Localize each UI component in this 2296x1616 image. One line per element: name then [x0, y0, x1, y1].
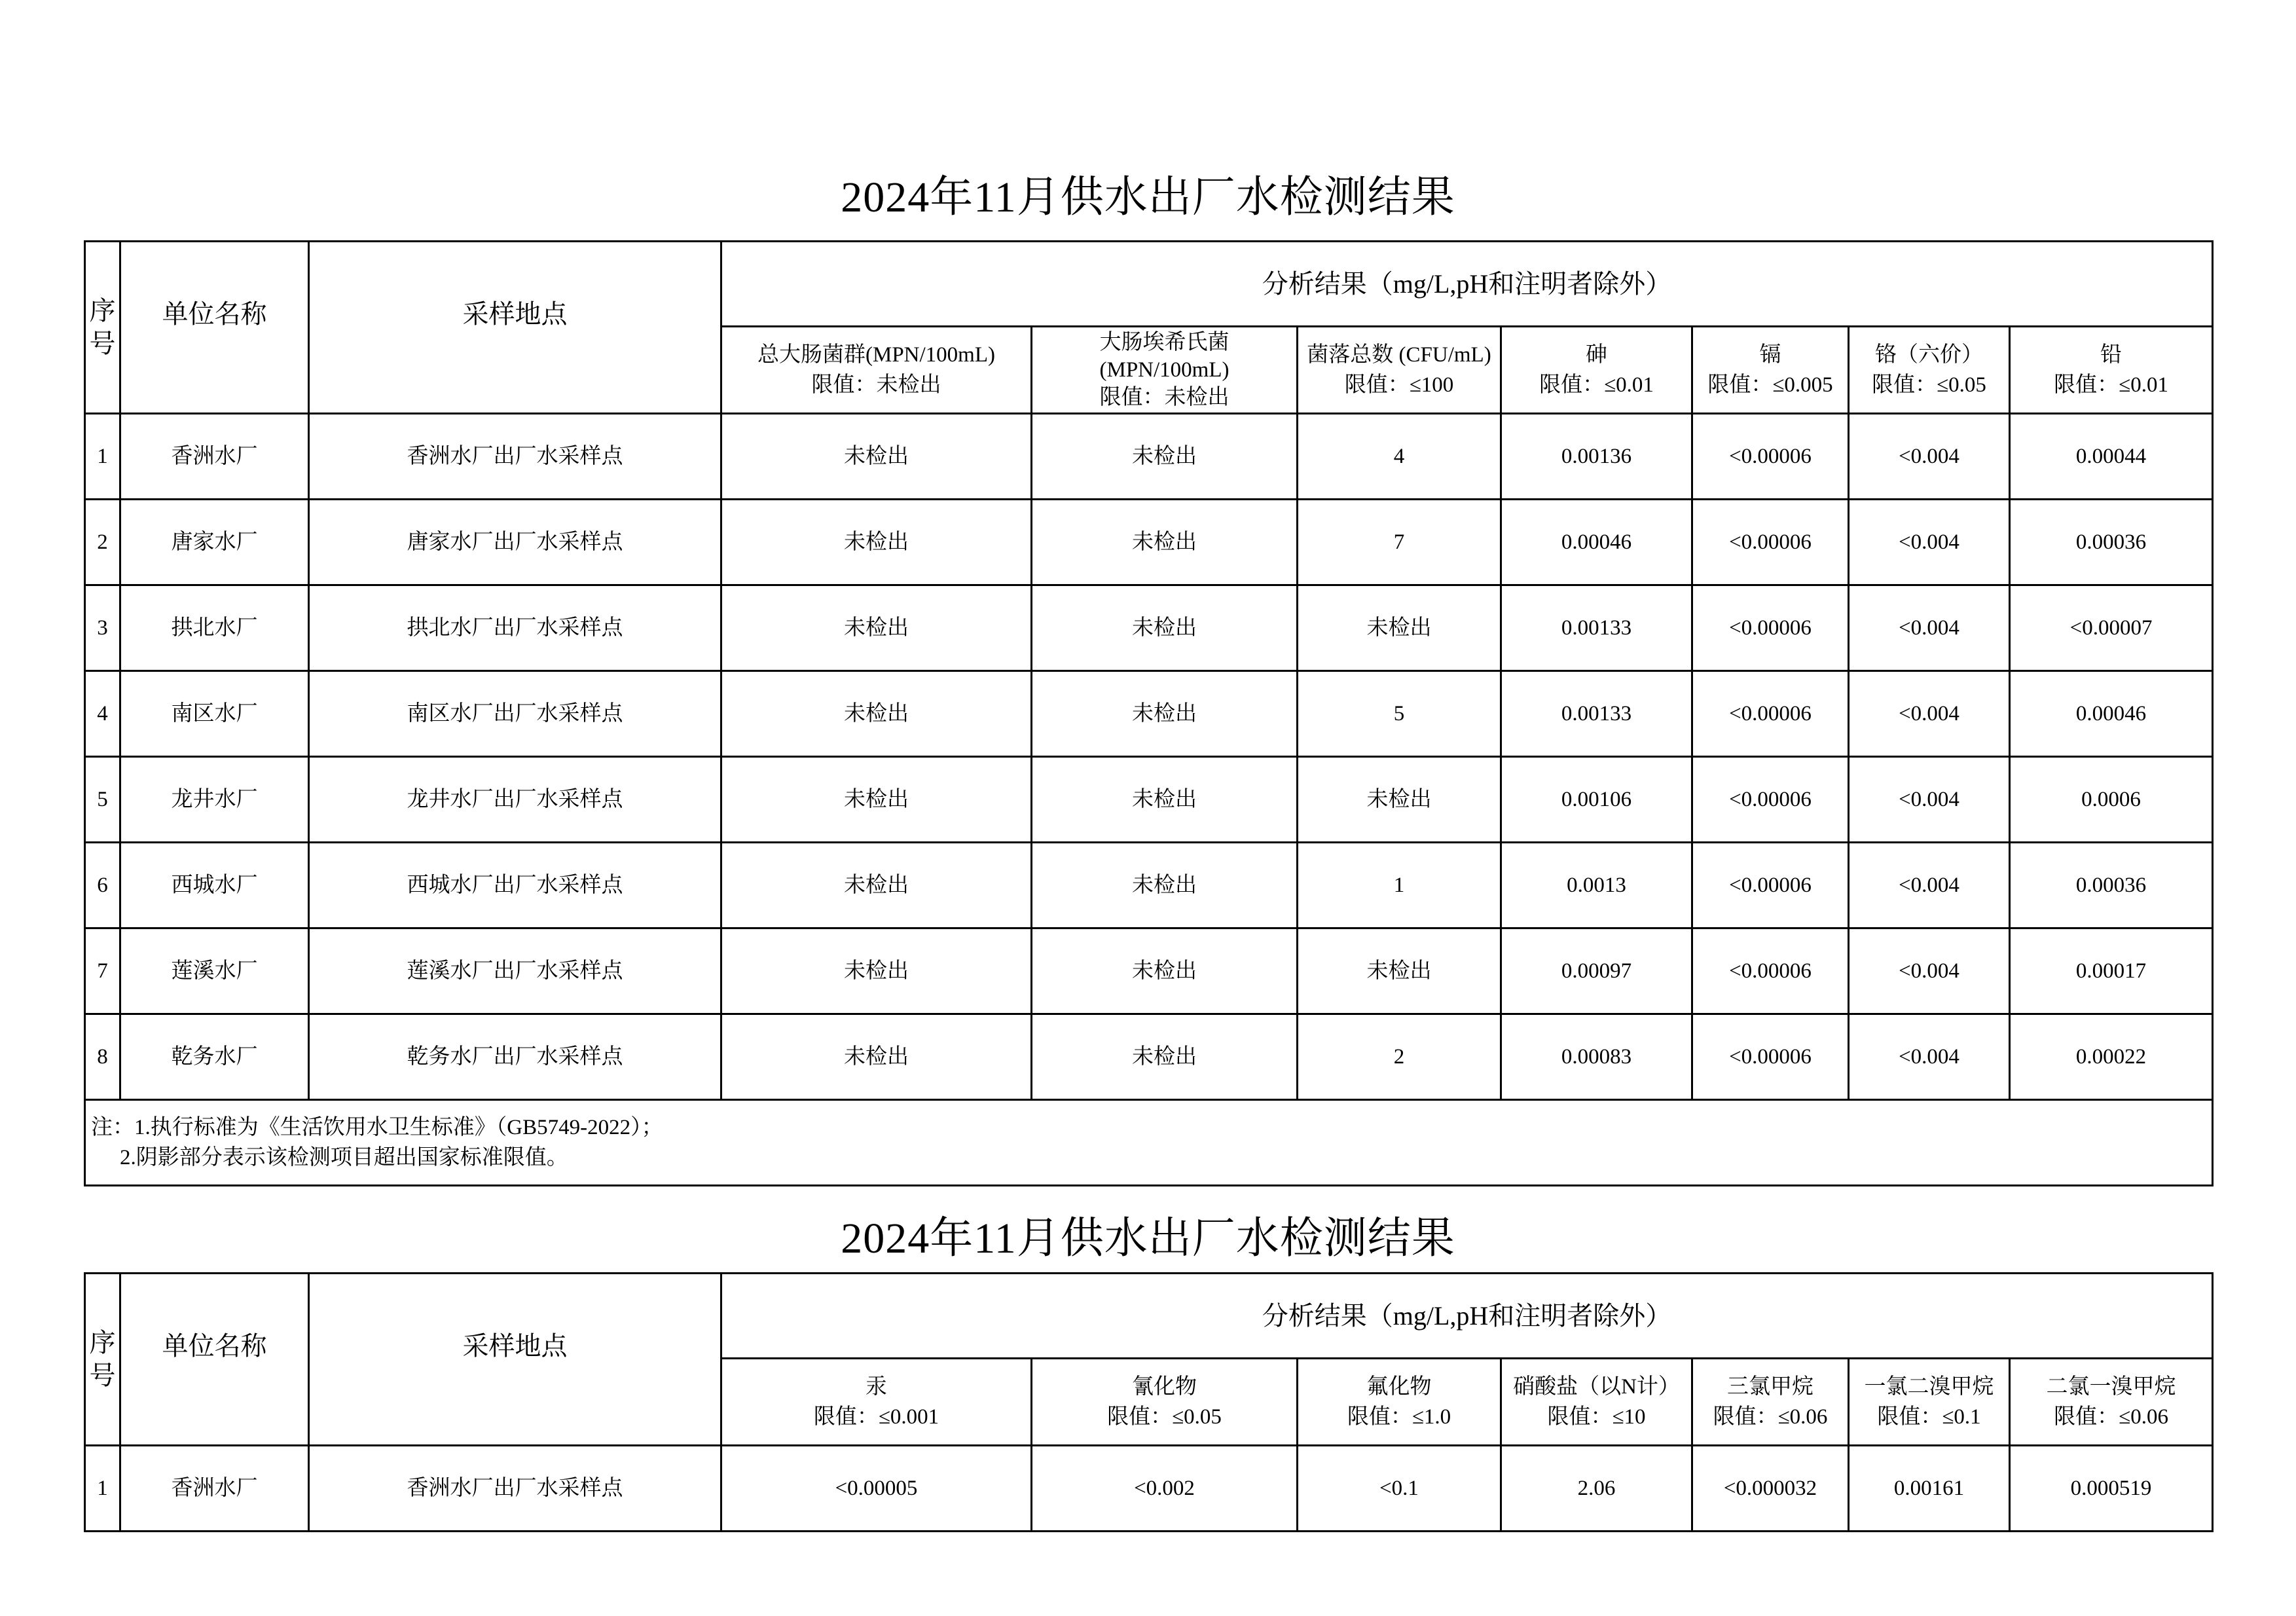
col-header-mercury: 汞 限值：≤0.001	[721, 1359, 1032, 1446]
note-2: 2.阴影部分表示该检测项目超出国家标准限值。	[120, 1146, 568, 1169]
row-sample-site: 龙井水厂出厂水采样点	[309, 757, 721, 843]
row-unit-name: 南区水厂	[120, 671, 309, 757]
row-sample-site: 莲溪水厂出厂水采样点	[309, 928, 721, 1014]
col-header-cadmium: 镉 限值：≤0.005	[1692, 327, 1849, 414]
row-value: 0.0013	[1501, 843, 1692, 928]
seq-header-2: 序 号	[85, 1274, 120, 1446]
row-value: 0.00133	[1501, 585, 1692, 671]
row-value: <0.00006	[1692, 500, 1849, 585]
row-value: 未检出	[721, 671, 1032, 757]
row-value: 未检出	[721, 928, 1032, 1014]
row-value: <0.00007	[2010, 585, 2213, 671]
row-sample-site: 拱北水厂出厂水采样点	[309, 585, 721, 671]
site-header-2: 采样地点	[309, 1274, 721, 1446]
row-value: 未检出	[721, 500, 1032, 585]
row-value: <0.00006	[1692, 414, 1849, 500]
site-header: 采样地点	[309, 242, 721, 414]
row-value: 未检出	[1298, 585, 1501, 671]
row-value: 未检出	[721, 414, 1032, 500]
row-value: 未检出	[1032, 843, 1298, 928]
row-value: <0.002	[1032, 1446, 1298, 1532]
table-row	[85, 1014, 2213, 1100]
results-table-2	[84, 1272, 2214, 1532]
row-seq: 1	[85, 414, 120, 500]
row-value: 0.00036	[2010, 500, 2213, 585]
col-header-arsenic: 砷 限值：≤0.01	[1501, 327, 1692, 414]
col-header-cyanide: 氰化物 限值：≤0.05	[1032, 1359, 1298, 1446]
row-value: 0.00036	[2010, 843, 2213, 928]
row-seq: 3	[85, 585, 120, 671]
row-value: <0.00005	[721, 1446, 1032, 1532]
row-value: <0.004	[1849, 843, 2010, 928]
table-row	[85, 671, 2213, 757]
analysis-header-2: 分析结果（mg/L,pH和注明者除外）	[721, 1274, 2213, 1359]
row-seq: 6	[85, 843, 120, 928]
row-value: <0.00006	[1692, 843, 1849, 928]
row-seq: 7	[85, 928, 120, 1014]
row-sample-site: 西城水厂出厂水采样点	[309, 843, 721, 928]
row-value: 2.06	[1501, 1446, 1692, 1532]
row-value: 0.00046	[1501, 500, 1692, 585]
row-unit-name: 龙井水厂	[120, 757, 309, 843]
row-value: 0.0006	[2010, 757, 2213, 843]
row-seq: 8	[85, 1014, 120, 1100]
table-row	[85, 928, 2213, 1014]
row-unit-name: 莲溪水厂	[120, 928, 309, 1014]
col-header-colony-count: 菌落总数 (CFU/mL) 限值：≤100	[1298, 327, 1501, 414]
row-value: 2	[1298, 1014, 1501, 1100]
table-row	[85, 585, 2213, 671]
row-sample-site: 乾务水厂出厂水采样点	[309, 1014, 721, 1100]
row-value: <0.004	[1849, 757, 2010, 843]
row-unit-name: 西城水厂	[120, 843, 309, 928]
row-value: 未检出	[1032, 671, 1298, 757]
report-title-2: 2024年11月供水出厂水检测结果	[841, 1215, 1455, 1262]
row-value: 未检出	[1298, 928, 1501, 1014]
row-sample-site: 香洲水厂出厂水采样点	[309, 414, 721, 500]
col-header-dichlorobromomethane: 二氯一溴甲烷 限值：≤0.06	[2010, 1359, 2213, 1446]
col-header-lead: 铅 限值：≤0.01	[2010, 327, 2213, 414]
table-row	[85, 843, 2213, 928]
unit-header: 单位名称	[120, 242, 309, 414]
row-value: 0.00017	[2010, 928, 2213, 1014]
row-unit-name: 唐家水厂	[120, 500, 309, 585]
notes	[85, 1100, 2213, 1186]
row-value: 0.00044	[2010, 414, 2213, 500]
row-value: 未检出	[721, 1014, 1032, 1100]
row-seq: 5	[85, 757, 120, 843]
row-unit-name: 拱北水厂	[120, 585, 309, 671]
unit-header-2: 单位名称	[120, 1274, 309, 1446]
report-title: 2024年11月供水出厂水检测结果	[841, 174, 1455, 221]
row-value: 0.00161	[1849, 1446, 2010, 1532]
row-value: <0.004	[1849, 1014, 2010, 1100]
row-value: 0.00083	[1501, 1014, 1692, 1100]
col-header-nitrate: 硝酸盐（以N计） 限值：≤10	[1501, 1359, 1692, 1446]
row-value: <0.00006	[1692, 671, 1849, 757]
row-value: 0.00046	[2010, 671, 2213, 757]
row-unit-name: 乾务水厂	[120, 1014, 309, 1100]
row-seq: 1	[85, 1446, 120, 1532]
note-1: 注：1.执行标准为《生活饮用水卫生标准》（GB5749-2022）；	[91, 1116, 663, 1139]
row-value: 0.00133	[1501, 671, 1692, 757]
table-row	[85, 414, 2213, 500]
seq-header: 序 号	[85, 242, 120, 414]
row-value: 0.00136	[1501, 414, 1692, 500]
row-value: 0.00106	[1501, 757, 1692, 843]
col-header-total-coliform: 总大肠菌群(MPN/100mL) 限值：未检出	[721, 327, 1032, 414]
row-value: <0.004	[1849, 500, 2010, 585]
row-unit-name: 香洲水厂	[120, 1446, 309, 1532]
row-value: <0.004	[1849, 671, 2010, 757]
row-value: <0.00006	[1692, 757, 1849, 843]
row-value: <0.004	[1849, 414, 2010, 500]
row-value: 0.00022	[2010, 1014, 2213, 1100]
row-value: 未检出	[1032, 414, 1298, 500]
row-value: <0.000032	[1692, 1446, 1849, 1532]
col-header-fluoride: 氟化物 限值：≤1.0	[1298, 1359, 1501, 1446]
row-value: <0.004	[1849, 928, 2010, 1014]
row-value: <0.00006	[1692, 585, 1849, 671]
row-value: <0.00006	[1692, 1014, 1849, 1100]
row-value: 7	[1298, 500, 1501, 585]
row-value: <0.1	[1298, 1446, 1501, 1532]
row-value: 未检出	[1032, 500, 1298, 585]
row-value: 未检出	[721, 757, 1032, 843]
row-sample-site: 唐家水厂出厂水采样点	[309, 500, 721, 585]
row-seq: 2	[85, 500, 120, 585]
row-value: 1	[1298, 843, 1501, 928]
row-value: 0.00097	[1501, 928, 1692, 1014]
row-value: 4	[1298, 414, 1501, 500]
row-value: 未检出	[1032, 1014, 1298, 1100]
row-value: 未检出	[721, 585, 1032, 671]
row-unit-name: 香洲水厂	[120, 414, 309, 500]
table-row	[85, 1446, 2213, 1532]
row-value: 5	[1298, 671, 1501, 757]
row-sample-site: 南区水厂出厂水采样点	[309, 671, 721, 757]
row-value: 未检出	[721, 843, 1032, 928]
row-value: 未检出	[1032, 928, 1298, 1014]
col-header-chloroform: 三氯甲烷 限值：≤0.06	[1692, 1359, 1849, 1446]
col-header-chromium-vi: 铬（六价） 限值：≤0.05	[1849, 327, 2010, 414]
row-value: <0.004	[1849, 585, 2010, 671]
row-seq: 4	[85, 671, 120, 757]
col-header-ecoli: 大肠埃希氏菌 (MPN/100mL) 限值：未检出	[1032, 327, 1298, 414]
row-value: 0.000519	[2010, 1446, 2213, 1532]
row-value: 未检出	[1032, 585, 1298, 671]
table-row	[85, 757, 2213, 843]
analysis-header: 分析结果（mg/L,pH和注明者除外）	[721, 242, 2213, 327]
row-sample-site: 香洲水厂出厂水采样点	[309, 1446, 721, 1532]
table-row	[85, 500, 2213, 585]
row-value: 未检出	[1298, 757, 1501, 843]
col-header-chlorodibromomethane: 一氯二溴甲烷 限值：≤0.1	[1849, 1359, 2010, 1446]
row-value: <0.00006	[1692, 928, 1849, 1014]
results-table-1	[84, 240, 2214, 1186]
row-value: 未检出	[1032, 757, 1298, 843]
